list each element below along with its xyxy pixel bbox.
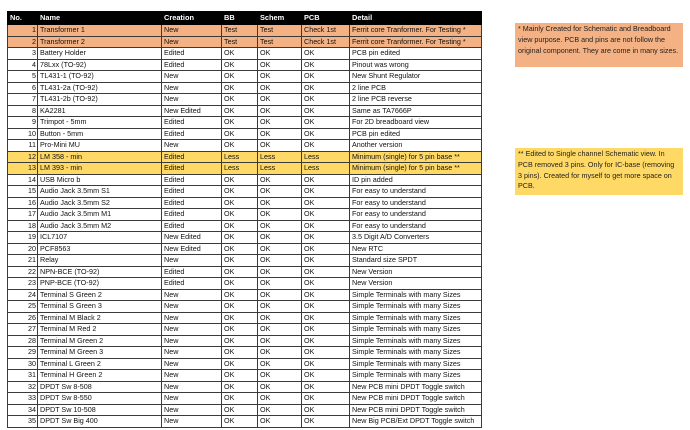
cell-schem[interactable]: OK [258,105,302,117]
cell-detail[interactable]: For easy to understand [350,197,482,209]
table-row [8,105,482,117]
cell-creation[interactable]: New [162,393,222,405]
table-row [8,151,482,163]
cell-no[interactable]: 19 [8,232,38,244]
cell-detail[interactable]: Pinout was wrong [350,59,482,71]
cell-detail[interactable]: New PCB mini DPDT Toggle switch [350,393,482,405]
cell-name[interactable]: Terminal S Green 2 [38,289,162,301]
cell-schem[interactable]: OK [258,243,302,255]
cell-detail[interactable]: New PCB mini DPDT Toggle switch [350,404,482,416]
cell-pcb[interactable]: OK [302,220,350,232]
cell-creation[interactable]: New [162,82,222,94]
cell-detail[interactable]: Simple Terminals with many Sizes [350,335,482,347]
cell-pcb[interactable]: OK [302,404,350,416]
cell-schem[interactable]: OK [258,404,302,416]
cell-name[interactable]: USB Micro b [38,174,162,186]
cell-pcb[interactable]: OK [302,335,350,347]
cell-name[interactable]: Trimpot - 5mm [38,117,162,129]
cell-detail[interactable]: Standard size SPDT [350,255,482,267]
cell-detail[interactable]: 2 line PCB [350,82,482,94]
cell-creation[interactable]: Edited [162,220,222,232]
column-header-creation[interactable]: Creation [162,12,222,25]
cell-name[interactable]: PCF8563 [38,243,162,255]
cell-no[interactable]: 23 [8,278,38,290]
cell-name[interactable]: Audio Jack 3.5mm M2 [38,220,162,232]
cell-schem[interactable]: OK [258,117,302,129]
column-header-no[interactable]: No. [8,12,38,25]
cell-detail[interactable]: Simple Terminals with many Sizes [350,370,482,382]
cell-no[interactable]: 14 [8,174,38,186]
cell-detail[interactable]: Simple Terminals with many Sizes [350,289,482,301]
cell-detail[interactable]: For easy to understand [350,220,482,232]
table-row [8,347,482,359]
cell-creation[interactable]: Edited [162,163,222,175]
cell-detail[interactable]: ID pin added [350,174,482,186]
cell-bb[interactable]: OK [222,358,258,370]
cell-creation[interactable]: New [162,404,222,416]
cell-bb[interactable]: OK [222,220,258,232]
cell-creation[interactable]: Edited [162,128,222,140]
cell-name[interactable]: Button - 5mm [38,128,162,140]
cell-bb[interactable]: OK [222,186,258,198]
cell-detail[interactable]: For easy to understand [350,209,482,221]
cell-creation[interactable]: New [162,301,222,313]
cell-no[interactable]: 21 [8,255,38,267]
cell-bb[interactable]: OK [222,82,258,94]
cell-name[interactable]: PNP-BCE (TO-92) [38,278,162,290]
cell-pcb[interactable]: OK [302,174,350,186]
table-row [8,174,482,186]
cell-detail[interactable]: 2 line PCB reverse [350,94,482,106]
cell-detail[interactable]: Simple Terminals with many Sizes [350,301,482,313]
cell-detail[interactable]: Same as TA7666P [350,105,482,117]
column-header-schem[interactable]: Schem [258,12,302,25]
cell-bb[interactable]: Less [222,151,258,163]
cell-no[interactable]: 34 [8,404,38,416]
table-row [8,220,482,232]
cell-schem[interactable]: OK [258,278,302,290]
table-row [8,393,482,405]
cell-creation[interactable]: New [162,140,222,152]
cell-creation[interactable]: New [162,289,222,301]
cell-no[interactable]: 33 [8,393,38,405]
cell-pcb[interactable]: OK [302,266,350,278]
cell-detail[interactable]: Ferrit core Tranformer. For Testing * [350,36,482,48]
cell-detail[interactable]: 3.5 Digit A/D Converters [350,232,482,244]
cell-no[interactable]: 18 [8,220,38,232]
cell-name[interactable]: TL431-1 (TO-92) [38,71,162,83]
cell-name[interactable]: Audio Jack 3.5mm S1 [38,186,162,198]
table-row [8,117,482,129]
cell-bb[interactable]: OK [222,324,258,336]
cell-no[interactable]: 6 [8,82,38,94]
cell-schem[interactable]: Test [258,36,302,48]
cell-bb[interactable]: OK [222,335,258,347]
cell-no[interactable]: 13 [8,163,38,175]
table-row [8,381,482,393]
cell-pcb[interactable]: OK [302,140,350,152]
cell-schem[interactable]: OK [258,197,302,209]
cell-no[interactable]: 4 [8,59,38,71]
column-header-name[interactable]: Name [38,12,162,25]
cell-no[interactable]: 8 [8,105,38,117]
cell-no[interactable]: 7 [8,94,38,106]
cell-no[interactable]: 16 [8,197,38,209]
table-body [8,25,482,428]
cell-pcb[interactable]: OK [302,209,350,221]
cell-detail[interactable]: For easy to understand [350,186,482,198]
cell-no[interactable]: 27 [8,324,38,336]
cell-pcb[interactable]: OK [302,370,350,382]
cell-creation[interactable]: Edited [162,151,222,163]
cell-schem[interactable]: OK [258,128,302,140]
cell-pcb[interactable]: OK [302,416,350,428]
cell-detail[interactable]: Simple Terminals with many Sizes [350,324,482,336]
cell-detail[interactable]: New Version [350,266,482,278]
cell-bb[interactable]: OK [222,243,258,255]
parts-table [7,11,482,428]
table-row [8,71,482,83]
table-row [8,289,482,301]
cell-pcb[interactable]: OK [302,128,350,140]
cell-bb[interactable]: OK [222,105,258,117]
cell-pcb[interactable]: OK [302,232,350,244]
cell-pcb[interactable]: OK [302,289,350,301]
cell-detail[interactable]: Ferrit core Tranformer. For Testing * [350,25,482,37]
cell-pcb[interactable]: Less [302,151,350,163]
cell-bb[interactable]: Test [222,36,258,48]
cell-name[interactable]: Transformer 1 [38,25,162,37]
cell-detail[interactable]: New Shunt Regulator [350,71,482,83]
cell-name[interactable]: NPN-BCE (TO-92) [38,266,162,278]
cell-no[interactable]: 12 [8,151,38,163]
cell-creation[interactable]: New [162,381,222,393]
cell-no[interactable]: 22 [8,266,38,278]
table-row [8,416,482,428]
cell-no[interactable]: 32 [8,381,38,393]
cell-name[interactable]: 78Lxx (TO-92) [38,59,162,71]
cell-pcb[interactable]: OK [302,186,350,198]
cell-schem[interactable]: OK [258,59,302,71]
header-row [8,12,482,25]
cell-bb[interactable]: OK [222,381,258,393]
cell-pcb[interactable]: OK [302,358,350,370]
cell-detail[interactable]: PCB pin edited [350,48,482,60]
table-row [8,48,482,60]
cell-bb[interactable]: OK [222,312,258,324]
cell-schem[interactable]: OK [258,358,302,370]
table-row [8,94,482,106]
column-header-detail[interactable]: Detail [350,12,482,25]
cell-creation[interactable]: Edited [162,186,222,198]
cell-pcb[interactable]: Check 1st [302,36,350,48]
cell-pcb[interactable]: Check 1st [302,25,350,37]
table-row [8,163,482,175]
cell-schem[interactable]: OK [258,232,302,244]
cell-no[interactable]: 20 [8,243,38,255]
cell-pcb[interactable]: OK [302,381,350,393]
cell-bb[interactable]: OK [222,404,258,416]
cell-name[interactable]: Terminal M Red 2 [38,324,162,336]
cell-name[interactable]: Terminal M Black 2 [38,312,162,324]
cell-schem[interactable]: OK [258,71,302,83]
cell-detail[interactable]: New Big PCB/Ext DPDT Toggle switch [350,416,482,428]
cell-bb[interactable]: OK [222,289,258,301]
cell-detail[interactable]: For 2D breadboard view [350,117,482,129]
cell-name[interactable]: Pro-Mini MU [38,140,162,152]
cell-bb[interactable]: Test [222,25,258,37]
cell-schem[interactable]: OK [258,416,302,428]
cell-name[interactable]: Transformer 2 [38,36,162,48]
cell-no[interactable]: 10 [8,128,38,140]
cell-schem[interactable]: OK [258,381,302,393]
cell-name[interactable]: KA2281 [38,105,162,117]
cell-creation[interactable]: New [162,358,222,370]
cell-name[interactable]: Terminal S Green 3 [38,301,162,313]
cell-no[interactable]: 28 [8,335,38,347]
cell-creation[interactable]: New [162,347,222,359]
cell-no[interactable]: 17 [8,209,38,221]
cell-schem[interactable]: OK [258,174,302,186]
cell-no[interactable]: 24 [8,289,38,301]
cell-detail[interactable]: New RTC [350,243,482,255]
table-row [8,335,482,347]
cell-pcb[interactable]: OK [302,312,350,324]
note-yellow[interactable]: ** Edited to Single channel Schematic view. In PCB removed 3 pins. Only for IC-base (removing 3 pins). Created for myself to get more space on PCB. [515,148,683,195]
cell-pcb[interactable]: OK [302,301,350,313]
cell-name[interactable]: Audio Jack 3.5mm M1 [38,209,162,221]
table-row [8,140,482,152]
cell-bb[interactable]: OK [222,370,258,382]
cell-bb[interactable]: OK [222,128,258,140]
cell-name[interactable]: ICL7107 [38,232,162,244]
cell-bb[interactable]: OK [222,174,258,186]
cell-no[interactable]: 5 [8,71,38,83]
cell-name[interactable]: Terminal H Green 2 [38,370,162,382]
cell-creation[interactable]: New [162,36,222,48]
cell-schem[interactable]: Less [258,151,302,163]
cell-no[interactable]: 3 [8,48,38,60]
cell-creation[interactable]: New [162,416,222,428]
cell-schem[interactable]: OK [258,266,302,278]
cell-creation[interactable]: New [162,324,222,336]
cell-bb[interactable]: OK [222,59,258,71]
cell-schem[interactable]: OK [258,347,302,359]
cell-detail[interactable]: PCB pin edited [350,128,482,140]
cell-pcb[interactable]: OK [302,324,350,336]
cell-no[interactable]: 30 [8,358,38,370]
cell-pcb[interactable]: Less [302,163,350,175]
cell-pcb[interactable]: OK [302,393,350,405]
table-row [8,82,482,94]
cell-creation[interactable]: New [162,312,222,324]
cell-creation[interactable]: Edited [162,278,222,290]
column-header-bb[interactable]: BB [222,12,258,25]
table-row [8,358,482,370]
cell-bb[interactable]: OK [222,48,258,60]
cell-bb[interactable]: OK [222,301,258,313]
cell-name[interactable]: Battery Holder [38,48,162,60]
cell-schem[interactable]: OK [258,324,302,336]
table-row [8,128,482,140]
cell-name[interactable]: DPDT Sw 10-508 [38,404,162,416]
cell-schem[interactable]: OK [258,289,302,301]
table-row [8,301,482,313]
table-row [8,278,482,290]
cell-creation[interactable]: Edited [162,266,222,278]
cell-name[interactable]: DPDT Sw 8-550 [38,393,162,405]
cell-creation[interactable]: New [162,335,222,347]
cell-schem[interactable]: OK [258,255,302,267]
cell-no[interactable]: 2 [8,36,38,48]
table-row [8,324,482,336]
cell-pcb[interactable]: OK [302,117,350,129]
cell-bb[interactable]: OK [222,416,258,428]
cell-creation[interactable]: Edited [162,197,222,209]
cell-creation[interactable]: Edited [162,48,222,60]
cell-pcb[interactable]: OK [302,71,350,83]
cell-detail[interactable]: Simple Terminals with many Sizes [350,358,482,370]
cell-creation[interactable]: New Edited [162,243,222,255]
cell-name[interactable]: Terminal M Green 3 [38,347,162,359]
cell-detail[interactable]: Simple Terminals with many Sizes [350,312,482,324]
cell-name[interactable]: TL431-2a (TO-92) [38,82,162,94]
cell-bb[interactable]: OK [222,255,258,267]
cell-schem[interactable]: Test [258,25,302,37]
cell-pcb[interactable]: OK [302,94,350,106]
cell-pcb[interactable]: OK [302,243,350,255]
cell-creation[interactable]: New [162,25,222,37]
cell-bb[interactable]: Less [222,163,258,175]
cell-name[interactable]: Audio Jack 3.5mm S2 [38,197,162,209]
table-row [8,255,482,267]
cell-detail[interactable]: Simple Terminals with many Sizes [350,347,482,359]
cell-detail[interactable]: Another version [350,140,482,152]
cell-pcb[interactable]: OK [302,255,350,267]
table-row [8,36,482,48]
cell-schem[interactable]: OK [258,220,302,232]
table-row [8,266,482,278]
cell-name[interactable]: Terminal L Green 2 [38,358,162,370]
cell-bb[interactable]: OK [222,393,258,405]
cell-creation[interactable]: New Edited [162,105,222,117]
cell-schem[interactable]: OK [258,335,302,347]
cell-schem[interactable]: OK [258,48,302,60]
cell-pcb[interactable]: OK [302,197,350,209]
cell-bb[interactable]: OK [222,94,258,106]
note-orange[interactable]: * Mainly Created for Schematic and Breadboard view purpose. PCB and pins are not follow the original component. They are come in many sizes. [515,23,683,67]
cell-schem[interactable]: OK [258,82,302,94]
cell-detail[interactable]: Minimum (single) for 5 pin base ** [350,151,482,163]
table-row [8,25,482,37]
cell-creation[interactable]: New [162,255,222,267]
cell-creation[interactable]: Edited [162,209,222,221]
cell-no[interactable]: 11 [8,140,38,152]
cell-schem[interactable]: OK [258,140,302,152]
cell-pcb[interactable]: OK [302,278,350,290]
cell-creation[interactable]: Edited [162,117,222,129]
cell-pcb[interactable]: OK [302,48,350,60]
cell-no[interactable]: 9 [8,117,38,129]
cell-bb[interactable]: OK [222,71,258,83]
table-row [8,312,482,324]
cell-name[interactable]: LM 393 - min [38,163,162,175]
cell-bb[interactable]: OK [222,232,258,244]
cell-bb[interactable]: OK [222,347,258,359]
cell-bb[interactable]: OK [222,197,258,209]
table-row [8,232,482,244]
table-row [8,197,482,209]
cell-detail[interactable]: New Version [350,278,482,290]
cell-schem[interactable]: OK [258,312,302,324]
table-row [8,59,482,71]
cell-no[interactable]: 25 [8,301,38,313]
cell-schem[interactable]: OK [258,186,302,198]
table-row [8,186,482,198]
cell-creation[interactable]: Edited [162,174,222,186]
table-row [8,404,482,416]
cell-bb[interactable]: OK [222,278,258,290]
cell-no[interactable]: 26 [8,312,38,324]
cell-bb[interactable]: OK [222,209,258,221]
cell-pcb[interactable]: OK [302,347,350,359]
cell-pcb[interactable]: OK [302,59,350,71]
cell-schem[interactable]: OK [258,209,302,221]
cell-detail[interactable]: Minimum (single) for 5 pin base ** [350,163,482,175]
cell-name[interactable]: LM 358 - min [38,151,162,163]
cell-detail[interactable]: New PCB mini DPDT Toggle switch [350,381,482,393]
cell-creation[interactable]: New [162,370,222,382]
cell-schem[interactable]: OK [258,393,302,405]
cell-pcb[interactable]: OK [302,105,350,117]
cell-name[interactable]: DPDT Sw 8-508 [38,381,162,393]
cell-name[interactable]: Relay [38,255,162,267]
cell-schem[interactable]: Less [258,163,302,175]
column-header-pcb[interactable]: PCB [302,12,350,25]
cell-no[interactable]: 31 [8,370,38,382]
cell-no[interactable]: 15 [8,186,38,198]
cell-bb[interactable]: OK [222,117,258,129]
cell-no[interactable]: 1 [8,25,38,37]
table-row [8,370,482,382]
cell-schem[interactable]: OK [258,370,302,382]
table-row [8,243,482,255]
cell-name[interactable]: Terminal M Green 2 [38,335,162,347]
cell-schem[interactable]: OK [258,94,302,106]
cell-no[interactable]: 35 [8,416,38,428]
cell-creation[interactable]: Edited [162,59,222,71]
cell-no[interactable]: 29 [8,347,38,359]
cell-name[interactable]: TL431-2b (TO-92) [38,94,162,106]
cell-bb[interactable]: OK [222,266,258,278]
cell-schem[interactable]: OK [258,301,302,313]
table-row [8,209,482,221]
cell-creation[interactable]: New [162,71,222,83]
cell-creation[interactable]: New [162,94,222,106]
cell-bb[interactable]: OK [222,140,258,152]
cell-name[interactable]: DPDT Sw Big 400 [38,416,162,428]
cell-pcb[interactable]: OK [302,82,350,94]
cell-creation[interactable]: New Edited [162,232,222,244]
